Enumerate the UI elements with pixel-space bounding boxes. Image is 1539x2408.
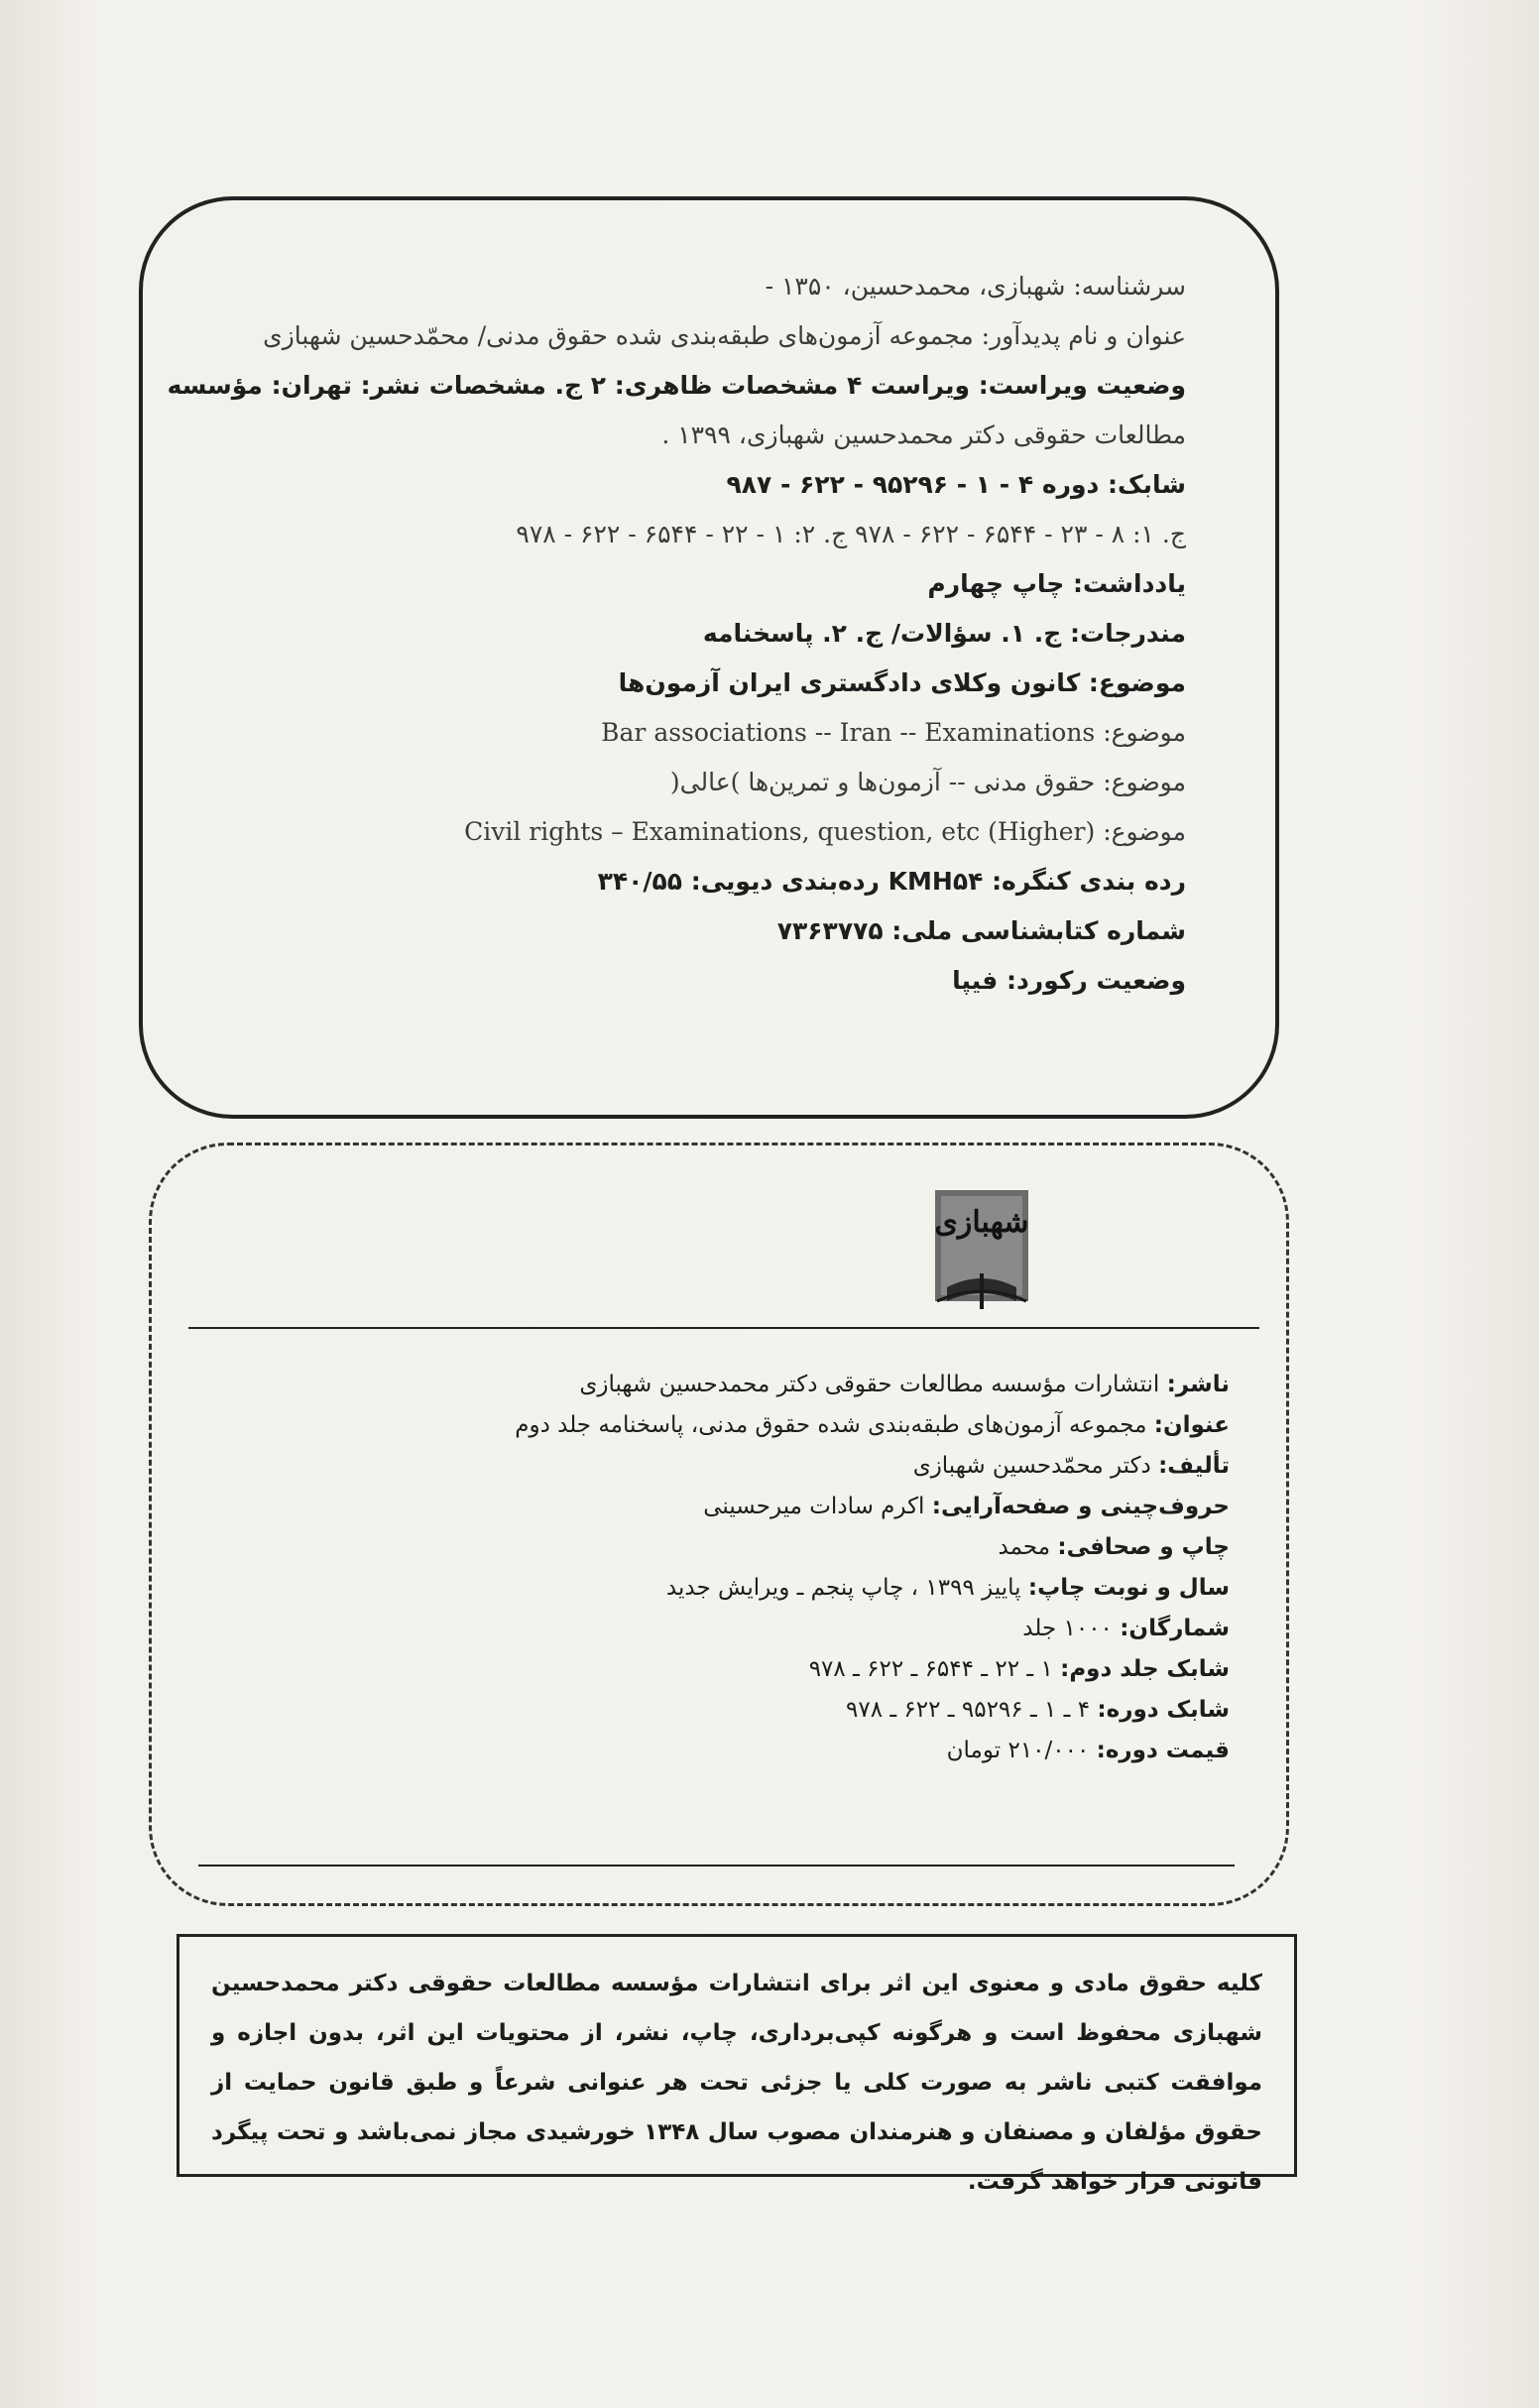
copyright-text: کلیه حقوق مادی و معنوی این اثر برای انتشارات مؤسسه مطالعات حقوقی دکتر محمدحسین شهبازی محفوظ است و هرگونه کپی‌برداری، چاپ، نشر، از محتویات این اثر، بدون اجازه و موافقت کتبی ناشر به صورت کلی یا جزئی تحت هر عنوانی شرعاً و طبق قانون حمایت از حقوق مؤلفان و مصنفان و هنرمندان مصوب سال ۱۳۴۸ خورشیدی مجاز نمی‌باشد و تحت پیگرد قانونی قرار خواهد گرفت. — [211, 1971, 1263, 2195]
logo-lettering: شهبازی — [934, 1205, 1029, 1240]
divider-top — [188, 1327, 1259, 1329]
copyright-notice — [177, 1934, 1297, 2195]
cip-line-subject-2: موضوع: Bar associations -- Iran -- Examinations — [601, 718, 1186, 747]
cip-line-subject-1: موضوع: کانون وکلای دادگستری ایران آزمون‌ها — [618, 668, 1186, 697]
printing-line: چاپ و صحافی: محمد — [998, 1534, 1230, 1560]
edition-year-line: سال و نوبت چاپ: پاییز ۱۳۹۹ ، چاپ پنجم ـ ویرایش جدید — [665, 1575, 1230, 1601]
cip-line-record-status: وضعیت رکورد: فیپا — [952, 966, 1186, 995]
isbn-volume-line: شابک جلد دوم: ۱ ـ ۲۲ ـ ۶۵۴۴ ـ ۶۲۲ ـ ۹۷۸ — [808, 1656, 1230, 1682]
cip-line-contents: مندرجات: ج. ۱. سؤالات/ ج. ۲. پاسخنامه — [702, 619, 1186, 648]
cip-line-publisher: مطالعات حقوقی دکتر محمدحسین شهبازی، ۱۳۹۹ . — [661, 421, 1186, 449]
isbn-set-line: شابک دوره: ۴ ـ ۱ ـ ۹۵۲۹۶ ـ ۶۲۲ ـ ۹۷۸ — [845, 1697, 1230, 1723]
cip-line-isbn-volumes: ج. ۱: ۸ - ۲۳ - ۶۵۴۴ - ۶۲۲ - ۹۷۸ ج. ۲: ۱ - ۲۲ - ۶۵۴۴ - ۶۲۲ - ۹۷۸ — [516, 520, 1186, 548]
publisher-details — [198, 1365, 1230, 1771]
cip-line-heading: سرشناسه: شهبازی، محمدحسین، ۱۳۵۰ - — [765, 272, 1186, 301]
cip-line-isbn-set: شابک: دوره ۴ - ۱ - ۹۵۲۹۶ - ۶۲۲ - ۹۸۷ — [726, 470, 1186, 499]
typesetting-line: حروف‌چینی و صفحه‌آرایی: اکرم سادات میرحسینی — [703, 1494, 1230, 1519]
print-run-line: شمارگان: ۱۰۰۰ جلد — [1022, 1616, 1230, 1641]
price-line: قیمت دوره: ۲۱۰/۰۰۰ تومان — [946, 1738, 1230, 1763]
publisher-logo — [927, 1170, 1036, 1319]
cip-record-box — [139, 196, 1279, 1119]
title-line: عنوان: مجموعه آزمون‌های طبقه‌بندی شده حقوق مدنی، پاسخنامه جلد دوم — [515, 1412, 1230, 1438]
divider-bottom — [198, 1865, 1235, 1866]
cip-line-subject-3: موضوع: حقوق مدنی -- آزمون‌ها و تمرین‌ها )عالی( — [669, 768, 1186, 796]
cip-line-classification: رده بندی کنگره: KMH۵۴ رده‌بندی دیویی: ۳۴۰/۵۵ — [597, 867, 1186, 896]
cip-line-title: عنوان و نام پدیدآور: مجموعه آزمون‌های طبقه‌بندی شده حقوق مدنی/ محمّدحسین شهبازی — [263, 321, 1186, 350]
cip-line-subject-4: موضوع: Civil rights – Examinations, question, etc (Higher) — [464, 817, 1186, 846]
cip-line-note: یادداشت: چاپ چهارم — [927, 569, 1186, 598]
author-line: تألیف: دکتر محمّدحسین شهبازی — [912, 1453, 1230, 1479]
cip-line-edition: وضعیت ویراست: ویراست ۴ مشخصات ظاهری: ۲ ج. مشخصات نشر: تهران: مؤسسه — [167, 371, 1186, 400]
publisher-line: ناشر: انتشارات مؤسسه مطالعات حقوقی دکتر محمدحسین شهبازی — [579, 1372, 1230, 1397]
cip-line-national-number: شماره کتابشناسی ملی: ۷۳۶۳۷۷۵ — [776, 916, 1186, 945]
